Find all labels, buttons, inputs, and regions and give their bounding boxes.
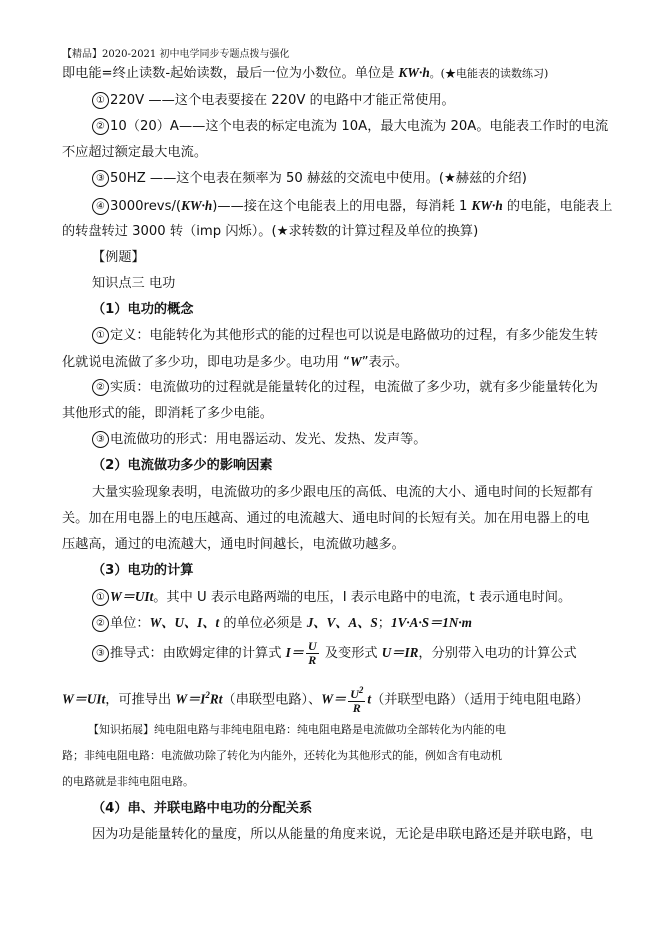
circled-number: ④ [92, 198, 109, 215]
text-line: 即电能=终止读数-起始读数，最后一位为小数位。单位是 KW·h。(★电能表的读数练习) [62, 65, 549, 81]
subsection-title: （3）电功的计算 [92, 563, 194, 578]
paragraph-line: 关。加在用电器上的电压越高、通过的电流越大、通电时间的长短有关。加在用电器上的电 [62, 511, 590, 526]
circled-number: ① [92, 589, 109, 606]
paragraph-line: 压越高，通过的电流越大，通电时间越长，电流做功越多。 [62, 537, 405, 552]
subsection-title: （4）串、并联电路中电功的分配关系 [92, 801, 313, 816]
definition-line: ① 定义：电能转化为其他形式的能的过程也可以说是电路做功的过程，有多少能发生转 [92, 327, 598, 345]
circled-number: ② [92, 615, 109, 632]
circled-number: ① [92, 327, 109, 344]
knowledge-extension: 【知识拓展】纯电阻电路与非纯电阻电路：纯电阻电路是电流做功全部转化为内能的电 [88, 723, 506, 736]
page-header: 【精品】2020-2021 初中电学同步专题点拨与强化 [62, 49, 290, 60]
derivation-line: ③ 推导式：由欧姆定律的计算式 I＝ $\frac{U}{R}$ 及变形式 U＝IR，分别带入电功的计算公式 [92, 638, 577, 669]
formula-line: ① W＝UIt。其中 U 表示电路两端的电压，I 表示电路中的电流，t 表示通电时间。 [92, 588, 571, 607]
units-line: ② 单位：W、U、I、t 的单位必须是 J、V、A、S；1V·A·S＝1N·m [92, 614, 472, 633]
fraction-u-over-r: $\frac{U}{R}$ [307, 638, 317, 667]
circled-number: ① [92, 92, 109, 109]
text-line: 不应超过额定最大电流。 [62, 145, 208, 160]
example-label: 【例题】 [92, 250, 145, 265]
section-title: 知识点三 电功 [92, 276, 176, 291]
circled-number: ③ [92, 170, 109, 187]
meter-item-frequency: ③ 50HZ ——这个电表在频率为 50 赫兹的交流电中使用。(★赫兹的介绍) [92, 170, 527, 188]
essence-line: ② 实质：电流做功的过程就是能量转化的过程，电流做了多少功，就有多少能量转化为 [92, 379, 598, 397]
text-line: 的转盘转过 3000 转（imp 闪烁）。(★求转数的计算过程及单位的换算) [62, 224, 479, 239]
knowledge-extension: 的电路就是非纯电阻电路。 [62, 775, 194, 788]
circled-number: ② [92, 379, 109, 396]
derived-formulas-line: W＝UIt，可推导出 $W=I^2Rt$（串联型电路）、W＝ $\frac{U^2}{R}$ t（并联型电路）（适用于纯电阻电路） [62, 684, 589, 715]
circled-number: ③ [92, 431, 109, 448]
subsection-title: （2）电流做功多少的影响因素 [92, 458, 273, 473]
subsection-title: （1）电功的概念 [92, 302, 194, 317]
forms-line: ③ 电流做功的形式：用电器运动、发光、发热、发声等。 [92, 431, 427, 449]
text-line: 化就说电流做了多少功，即电功是多少。电功用 “W”表示。 [62, 354, 409, 370]
paragraph-line: 因为功是能量转化的量度，所以从能量的角度来说，无论是串联电路还是并联电路，电 [92, 827, 594, 842]
knowledge-extension: 路；非纯电阻电路：电流做功除了转化为内能外，还转化为其他形式的能，例如含有电动机 [62, 749, 502, 762]
paragraph-line: 大量实验现象表明，电流做功的多少跟电压的高低、电流的大小、通电时间的长短都有 [92, 485, 594, 500]
fraction-u2-over-r: $\frac{U^2}{R}$ [350, 684, 364, 715]
meter-item-current: ② 10（20）A——这个电表的标定电流为 10A，最大电流为 20A。电能表工作时的电流 [92, 118, 608, 136]
text-line: 其他形式的能，即消耗了多少电能。 [62, 406, 273, 421]
meter-item-voltage: ① 220V ——这个电表要接在 220V 的电路中才能正常使用。 [92, 92, 455, 110]
circled-number: ② [92, 118, 109, 135]
meter-item-revs: ④ 3000revs/(KW·h)——接在这个电能表上的用电器，每消耗 1 KW·h 的电能，电能表上 [92, 197, 612, 216]
circled-number: ③ [92, 645, 109, 662]
